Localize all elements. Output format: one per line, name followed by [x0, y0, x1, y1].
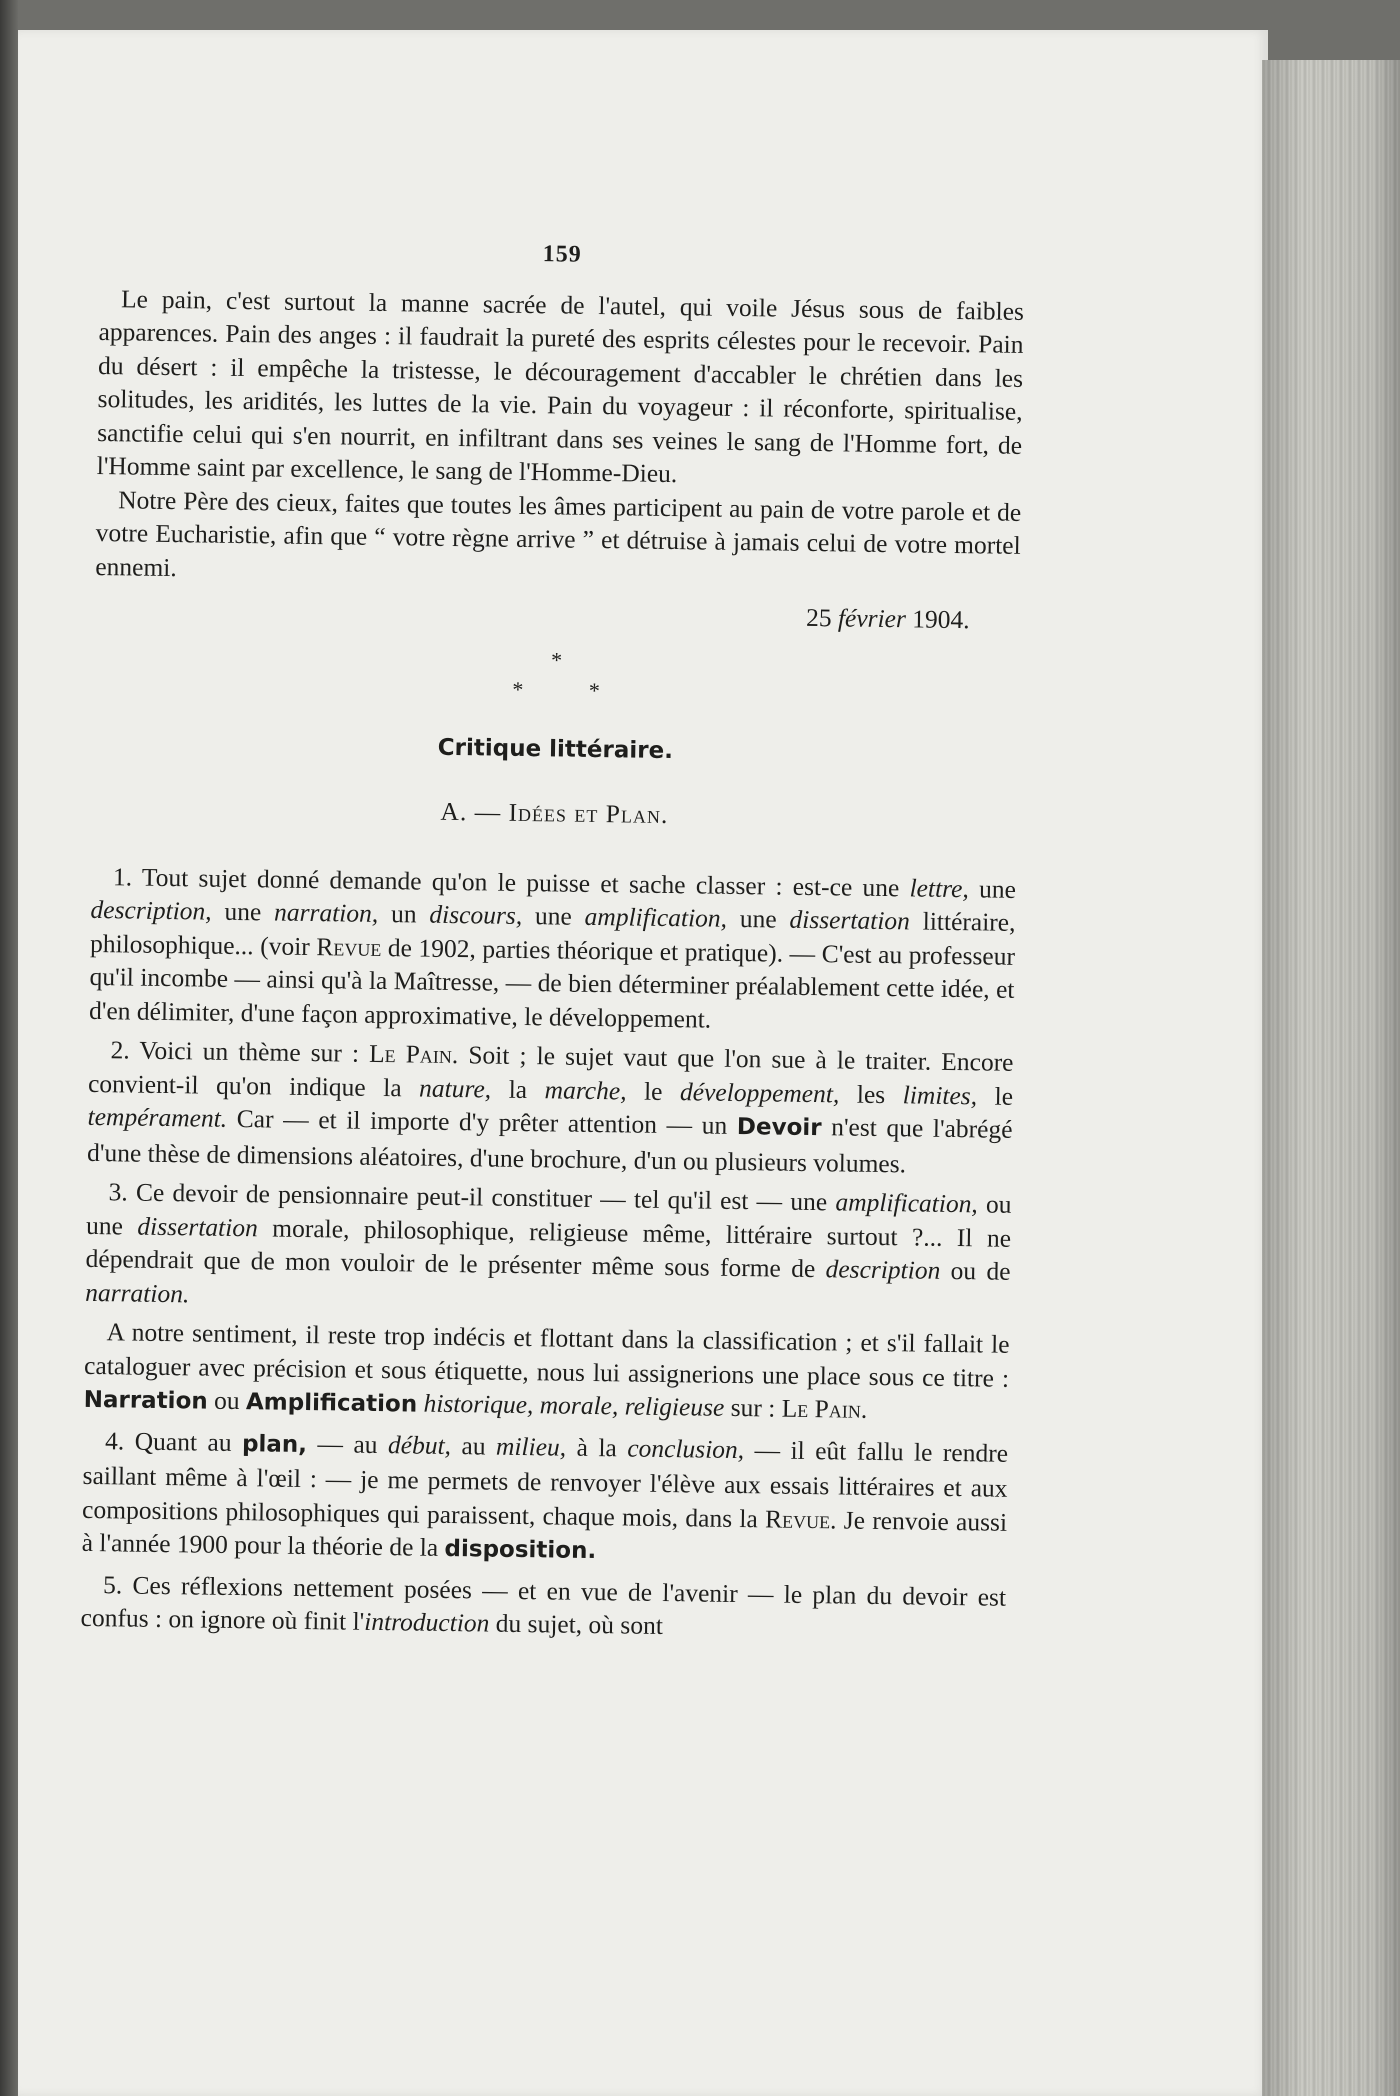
smallcaps-run: Revue [316, 931, 382, 962]
text-run: une [726, 903, 790, 934]
date-line [95, 591, 1020, 637]
italic-run: milieu, [495, 1431, 567, 1462]
text-run: au [450, 1430, 497, 1461]
numbered-paragraph-2 [87, 1033, 1014, 1182]
text-run: Quant au [134, 1426, 243, 1457]
text-run: la [490, 1074, 545, 1104]
text-run: A notre sentiment, il reste trop indécis et flottant dans la classification ; et s'il fallait le cataloguer avec précision et sous étiquette, nous lui assignerions une place sous ce titre : [83, 1317, 1010, 1393]
text-run: une [211, 896, 275, 927]
italic-run: narration, [273, 897, 379, 928]
smallcaps-run: Revue. [764, 1503, 837, 1534]
bold-run: Devoir [736, 1113, 822, 1142]
text-run: Ce devoir de pensionnaire peut-il constituer — tel qu'il est — une [135, 1177, 836, 1217]
italic-run: développement, [679, 1076, 840, 1108]
paragraph-number: 4. [104, 1425, 125, 1455]
text-run: le [626, 1075, 681, 1106]
bold-run: plan, [241, 1430, 308, 1458]
text-run: une [521, 900, 585, 931]
text-run: — au [306, 1428, 389, 1459]
italic-run: amplification, [584, 901, 728, 933]
text-run: le [976, 1080, 1014, 1111]
bold-run: Amplification [245, 1389, 418, 1418]
text-run: une [968, 873, 1017, 904]
italic-run: amplification, [835, 1187, 979, 1219]
page-text [80, 232, 1024, 1647]
text-run: Ces réflexions nettement posées — et en vue de l'avenir — le plan du devoir est confus : on ignore où finit l' [80, 1570, 1007, 1636]
italic-run: description [825, 1254, 941, 1285]
text-run: de 1902, parties théorique et pratique). — C'est au professeur qu'il incombe — ainsi qu'à la Maîtresse, — de bien déterminer préalablement cette idée, et d'en délimiter, d'une façon approximative, le développement. [88, 932, 1016, 1034]
text-run: sur : [724, 1392, 782, 1423]
binding-shadow [0, 0, 18, 2096]
text-run: — il eût fallu le rendre saillant même à l'œil : — je me permets de renvoyer l'élève aux essais littéraires et aux compositions philosophiques qui paraissent, chaque mois, dans la [81, 1434, 1009, 1533]
italic-run: nature, [418, 1073, 492, 1104]
text-run: un [378, 898, 430, 929]
subsection-letter: A. — [440, 796, 502, 827]
bold-run: Narration [83, 1386, 208, 1415]
intro-paragraph-1: Le pain, c'est surtout la manne sacrée de l'autel, qui voile Jésus sous de faibles apparences. Pain des anges : il faudrait la pureté des esprits célestes pour le recevoir. Pain du désert : il empêche la tristesse, le découragement d'accabler le chrétien dans les solitudes, les aridités, les luttes de la vie. Pain du voyageur : il réconforte, spiritualise, sanctifie celui qui s'en nourrit, en infiltrant dans ses veines le sang de l'Homme fort, de l'Homme saint par excellence, le sang de l'Homme-Dieu. [96, 283, 1025, 489]
italic-run: conclusion, [627, 1432, 745, 1464]
text-run: du sujet, où sont [489, 1608, 664, 1640]
smallcaps-run: Le Pain. [368, 1038, 459, 1070]
italic-run: discours, [429, 899, 523, 930]
italic-run: marche, [544, 1074, 627, 1105]
text-run: les [839, 1078, 903, 1109]
paragraph-number: 5. [102, 1569, 123, 1599]
italic-run: narration. [84, 1277, 190, 1308]
date-year: 1904. [912, 604, 970, 635]
text-run: ou [207, 1385, 247, 1416]
italic-run: historique, morale, religieuse [423, 1388, 725, 1422]
subsection-heading [92, 790, 1017, 836]
date-day: 25 [805, 602, 832, 633]
bold-run: disposition. [444, 1535, 597, 1565]
text-run: Soit ; le sujet vaut que l'on sue à le traiter. Encore convient-il qu'on indique la [87, 1040, 1014, 1103]
page-number: 159 [542, 241, 582, 268]
italic-run: dissertation [137, 1211, 259, 1242]
text-run: à la [565, 1432, 628, 1462]
subsection-title: Idées et Plan. [508, 797, 669, 829]
text-run: Je renvoie aussi à l'année 1900 pour la théorie de la [81, 1504, 1008, 1562]
smallcaps-run: Le Pain. [781, 1393, 868, 1424]
intro-paragraph-2: Notre Père des cieux, faites que toutes les âmes participent au pain de votre parole et de votre Eucharistie, afin que “ votre règne arrive ” et détruise à jamais celui de votre mortel ennemi. [95, 484, 1022, 582]
text-run: ou de [940, 1255, 1011, 1286]
text-run: Tout sujet donné demande qu'on le puisse et sache classer : est-ce une [141, 862, 910, 902]
date-month: février [837, 603, 907, 634]
asterism-bottom: * * [512, 676, 601, 703]
numbered-paragraph-1 [89, 859, 1016, 1039]
text-run: littéraire, philosophique... (voir [89, 906, 1016, 961]
paragraph-3-continuation [83, 1315, 1009, 1430]
text-run: Voici un thème sur : [139, 1035, 370, 1068]
paragraph-number: 3. [108, 1177, 128, 1207]
numbered-paragraph-3 [85, 1175, 1012, 1322]
italic-run: lettre, [909, 872, 970, 903]
text-run: Car — et il importe d'y prêter attention — un [226, 1103, 738, 1140]
paragraph-number: 1. [112, 861, 133, 892]
italic-run: introduction [364, 1606, 490, 1638]
text-run: n'est que l'abrégé d'une thèse de dimensions aléatoires, d'une brochure, d'un ou plusieurs volumes. [86, 1112, 1013, 1178]
italic-run: début, [387, 1429, 452, 1460]
numbered-paragraph-4 [81, 1423, 1008, 1574]
numbered-paragraph-5 [80, 1567, 1006, 1647]
italic-run: limites, [902, 1079, 978, 1110]
section-heading-critique: Critique littéraire. [437, 734, 674, 764]
italic-run: description, [90, 894, 212, 926]
text-run: ou une [85, 1189, 1012, 1241]
asterism [93, 638, 1019, 711]
italic-run: dissertation [789, 904, 911, 936]
page-fore-edge [1262, 60, 1400, 2096]
italic-run: tempérament. [87, 1101, 228, 1133]
asterism-top: * [550, 646, 563, 672]
text-run: morale, philosophique, religieuse même, littéraire surtout ?... Il ne dépendrait que de mon vouloir de le présenter même sous forme de [85, 1212, 1012, 1284]
paragraph-number: 2. [110, 1035, 130, 1065]
